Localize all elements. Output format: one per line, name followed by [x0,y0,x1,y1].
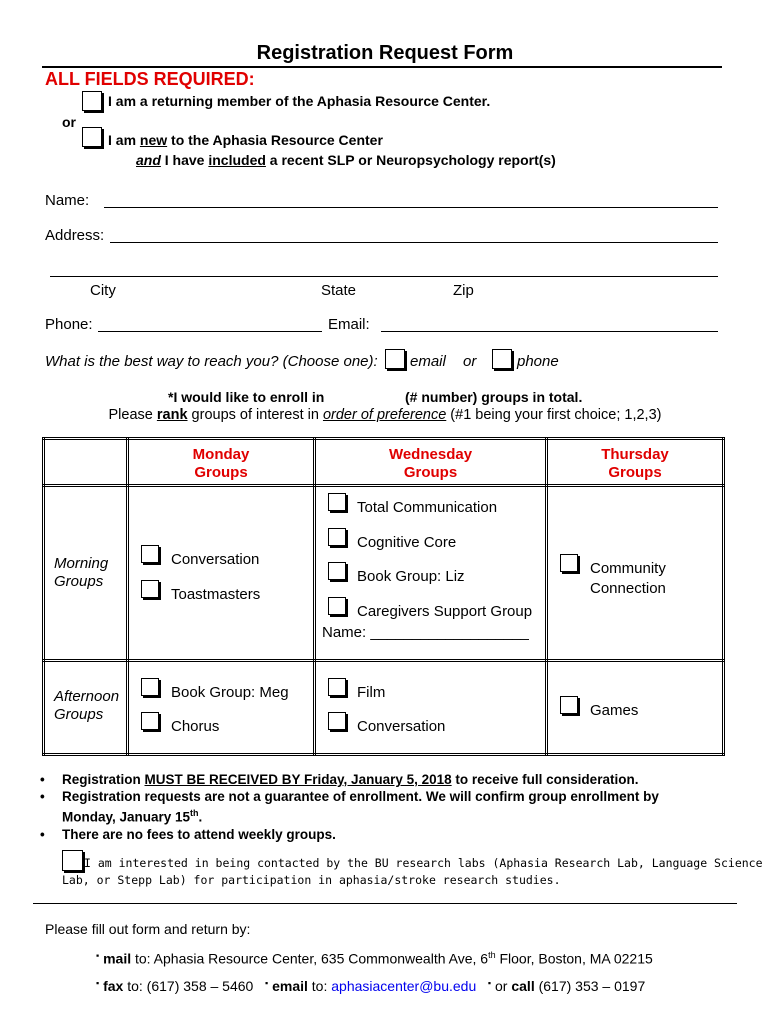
notes-list [40,771,730,843]
book-group-meg-label: Book Group: Meg [171,684,289,701]
caregivers-support-label: Caregivers Support Group [357,603,533,620]
film-checkbox[interactable] [328,678,346,696]
phone-label: Phone: [45,316,93,333]
caregivers-support-checkbox[interactable] [328,597,346,615]
chorus-checkbox[interactable] [141,712,159,730]
returning-member-checkbox[interactable] [82,91,102,111]
address-label: Address: [45,227,105,244]
groups-table [42,437,725,756]
conversation-wed-label: Conversation [357,718,446,735]
rank-prefix: Please [108,407,157,423]
toastmasters-checkbox[interactable] [141,580,159,598]
thursday-header-line2: Groups [608,464,662,481]
fax-label: fax [103,978,124,994]
games-label: Games [590,702,639,719]
call-bullet: ▪ [487,978,492,988]
title-rule [42,66,722,68]
new-member-prefix: I am [108,132,140,148]
afternoon-label-line1: Afternoon [54,688,120,705]
thursday-header-line1: Thursday [601,446,669,463]
thursday-afternoon-cell [547,661,724,755]
book-group-meg-checkbox[interactable] [141,678,159,696]
thursday-header [547,439,724,486]
note-deadline-suffix: to receive full consideration. [451,772,639,787]
or-label: or [62,114,76,130]
book-group-liz-label: Book Group: Liz [357,568,465,585]
monday-morning-cell [128,486,315,661]
phone-pref-label: phone [517,353,559,370]
community-connection-line1: Community [590,560,666,577]
mail-bullet: ▪ [96,950,100,961]
community-connection-line2: Connection [590,580,666,597]
email-label: Email: [328,316,370,333]
footer-divider [33,903,737,904]
phone-pref-checkbox[interactable] [492,349,512,369]
footer-intro: Please fill out form and return by: [45,921,251,937]
thursday-morning-cell [547,486,724,661]
monday-header [128,439,315,486]
enroll-left: *I would like to enroll in [168,389,325,405]
state-label: State [321,282,357,299]
footer-contact [96,978,645,994]
required-label: ALL FIELDS REQUIRED: [45,69,255,89]
note-no-fees: • There are no fees to attend weekly groups. [40,826,730,843]
morning-label-line2: Groups [54,573,104,590]
zip-label: Zip [453,282,474,299]
fax-bullet: ▪ [96,978,100,988]
enroll-right: (# number) groups in total. [405,389,583,405]
email-pref-checkbox[interactable] [385,349,405,369]
email-pref-label: email [410,353,446,370]
note-deadline-date: MUST BE RECEIVED BY Friday, January 5, 2018 [144,772,452,787]
afternoon-row-label [44,661,128,755]
rank-instruction [0,407,770,423]
community-connection-checkbox[interactable] [560,554,578,572]
footer-email-label: email [272,978,308,994]
monday-header-line2: Groups [194,464,248,481]
footer-mail [96,950,653,967]
city-label: City [90,282,116,299]
research-line1: I am interested in being contacted by the BU research labs (Aphasia Research Lab, Language Science [84,856,763,870]
morning-row-label [44,486,128,661]
name-label: Name: [45,192,90,209]
email-link[interactable]: aphasiacenter@bu.edu [331,978,477,994]
note-no-guarantee-end: . [198,809,203,825]
film-label: Film [357,684,386,701]
total-communication-label: Total Communication [357,499,498,516]
and-word: and [136,152,161,168]
wednesday-header [315,439,547,486]
note-deadline [40,771,730,788]
footer-email-to: to: [307,978,332,994]
book-group-liz-checkbox[interactable] [328,562,346,580]
cognitive-core-checkbox[interactable] [328,528,346,546]
address-line-2-field[interactable] [50,276,718,277]
mail-label: mail [103,950,132,967]
rank-mid: groups of interest in [187,407,323,423]
mail-text-b: Floor, Boston, MA 02215 [495,950,653,967]
rank-suffix: (#1 being your first choice; 1,2,3) [446,407,662,423]
note-no-guarantee-line2: Monday, January 15 [62,809,191,825]
address-field[interactable] [110,242,718,243]
email-field[interactable] [381,331,718,332]
chorus-label: Chorus [171,718,220,735]
wednesday-header-line2: Groups [403,464,458,481]
note-no-guarantee-line1: Registration requests are not a guarantee of enrollment. We will confirm group enrollment by [62,789,659,804]
call-label: call [511,978,535,994]
mail-text-a: to: Aphasia Resource Center, 635 Commonwealth Ave, 6 [131,950,489,967]
note-no-guarantee-sup: th [190,808,199,818]
report-label [136,152,556,168]
wednesday-morning-cell [315,486,547,661]
cognitive-core-label: Cognitive Core [357,534,457,551]
included-word: included [208,152,266,168]
email-bullet: ▪ [265,978,269,988]
caregiver-name-field[interactable]: Name: ___________________ [322,624,529,641]
returning-member-label: I am a returning member of the Aphasia Resource Center. [108,93,491,109]
monday-header-line1: Monday [192,446,250,463]
research-line2: Lab, or Stepp Lab) for participation in aphasia/stroke research studies. [62,873,561,887]
conversation-mon-label: Conversation [171,551,260,568]
order-of-preference: order of preference [322,407,447,423]
or-call-prefix: or [491,978,512,994]
monday-afternoon-cell [128,661,315,755]
note-no-guarantee [40,788,730,826]
wednesday-afternoon-cell [315,661,547,755]
contact-or-label: or [463,353,477,370]
toastmasters-label: Toastmasters [171,586,261,603]
name-field[interactable] [104,207,718,208]
conversation-wed-checkbox[interactable] [328,712,346,730]
have-text: I have [160,152,209,168]
phone-field[interactable] [98,331,322,332]
rank-word: rank [156,407,188,423]
new-member-label [108,132,383,148]
total-communication-checkbox[interactable] [328,493,346,511]
games-checkbox[interactable] [560,696,578,714]
wednesday-header-line1: Wednesday [388,446,473,463]
morning-label-line1: Morning [54,555,109,572]
conversation-mon-checkbox[interactable] [141,545,159,563]
fax-text: to: (617) 358 – 5460 [123,978,254,994]
research-contact-checkbox[interactable] [62,850,83,871]
contact-question: What is the best way to reach you? (Choose one): [45,353,378,370]
note-deadline-prefix: Registration [62,772,145,787]
corner-cell [44,439,128,486]
new-word: new [139,132,168,148]
report-text: a recent SLP or Neuropsychology report(s) [265,152,556,168]
new-member-suffix: to the Aphasia Resource Center [167,132,383,148]
call-text: (617) 353 – 0197 [534,978,646,994]
mail-sup: th [488,950,496,960]
new-member-checkbox[interactable] [82,127,102,147]
page-title: Registration Request Form [256,42,514,64]
afternoon-label-line2: Groups [54,706,104,723]
